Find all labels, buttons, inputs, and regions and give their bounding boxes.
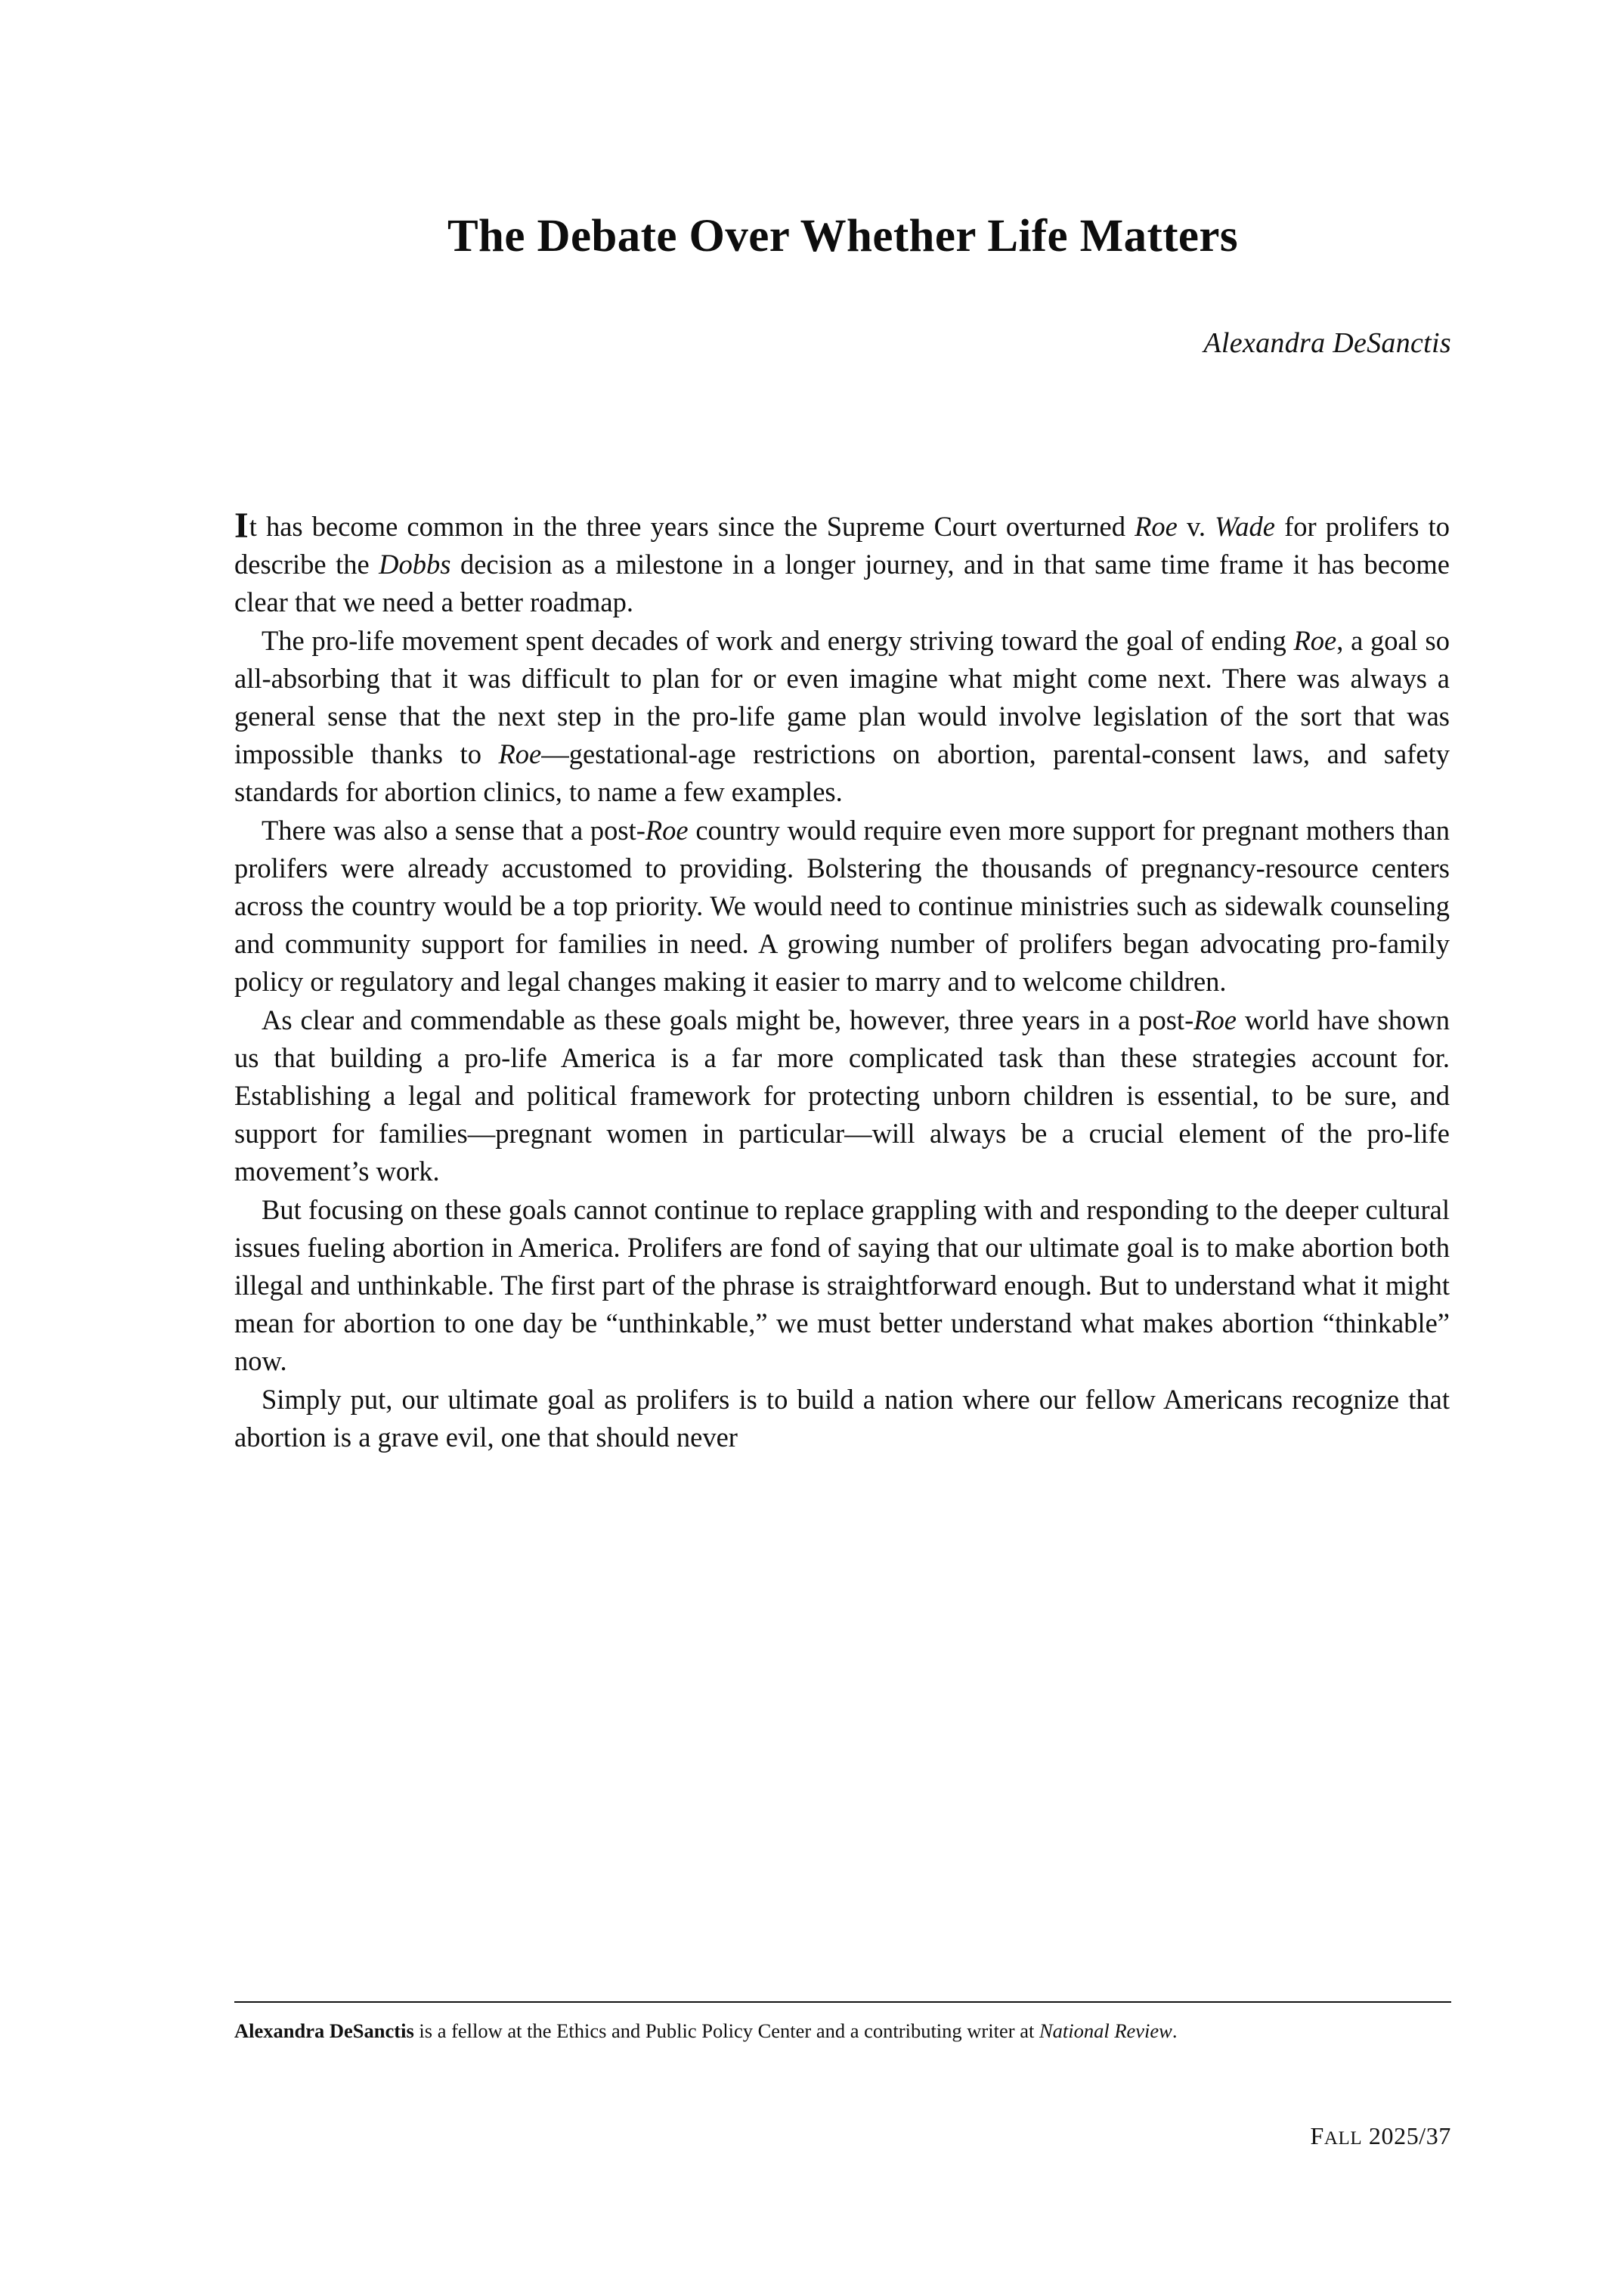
paragraph-1 (234, 508, 1450, 622)
drop-cap: I (234, 506, 249, 546)
italic-term: Wade (1215, 511, 1275, 542)
footer-issue: 2025/37 (1362, 2122, 1451, 2149)
paragraph-5 (234, 1191, 1450, 1381)
paragraph-2 (234, 622, 1450, 812)
italic-term: Roe (645, 814, 689, 846)
paragraph-2-text: The pro-life movement spent decades of work and energy striving toward the goal of ending Roe, a goal so all-absorbing that it was difficult to plan for or even imagine what might come next. There was always a general sense that the next step in the pro-life game plan would involve legislation of the sort that was impossible thanks to Roe—gestational-age restrictions on abortion, parental-consent laws, and safety standards for abortion clinics, to name a few examples. (234, 624, 1450, 808)
author-footnote (234, 2016, 1453, 2045)
italic-term: Dobbs (379, 549, 451, 580)
page-title: The Debate Over Whether Life Matters (447, 211, 1239, 261)
paragraph-6-text: Simply put, our ultimate goal as prolifers is to build a nation where our fellow Americans recognize that abortion is a grave evil, one that should never (234, 1383, 1450, 1453)
italic-term: Roe (1135, 511, 1178, 542)
paragraph-1-text: t has become common in the three years since the Supreme Court overturned Roe v. Wade for prolifers to describe the Dobbs decision as a milestone in a longer journey, and in that same time frame it has become clear that we need a better roadmap. (234, 511, 1450, 618)
paragraph-4 (234, 1001, 1450, 1191)
footnote-bio-before: is a fellow at the Ethics and Public Policy Center and a contributing writer at (413, 2019, 1039, 2042)
footnote-publication: National Review (1039, 2019, 1172, 2042)
footnote-bio-after: . (1172, 2019, 1178, 2042)
paragraph-4-text: As clear and commendable as these goals might be, however, three years in a post-Roe world have shown us that building a pro-life America is a far more complicated task than these strategies account for. Establishing a legal and political framework for protecting unborn children is essential, to be sure, and support for families—pregnant women in particular—will always be a crucial element of the pro-life movement’s work. (234, 1004, 1450, 1187)
page-footer (234, 2122, 1451, 2150)
article-body (234, 508, 1450, 1456)
paragraph-3-text: There was also a sense that a post-Roe country would require even more support for pregnant mothers than prolifers were already accustomed to providing. Bolstering the thousands of pregnancy-resource centers across the country would be a top priority. We would need to continue ministries such as sidewalk counseling and community support for families in need. A growing number of prolifers began advocating pro-family policy or regulatory and legal changes making it easier to marry and to welcome children. (234, 814, 1450, 998)
italic-term: Roe (1293, 624, 1337, 656)
footer-season-rest: ALL (1323, 2128, 1363, 2149)
italic-term: Roe (1193, 1004, 1237, 1035)
article-byline: Alexandra DeSanctis (1203, 327, 1451, 359)
italic-term: Roe (498, 738, 542, 770)
footnote-line (234, 2016, 1453, 2045)
footer-season-lead: F (1310, 2122, 1324, 2149)
paragraph-5-text: But focusing on these goals cannot continue to replace grappling with and responding to the deeper cultural issues fueling abortion in America. Prolifers are fond of saying that our ultimate goal is to make abortion both illegal and unthinkable. The first part of the phrase is straightforward enough. But to understand what it might mean for abortion to one day be “unthinkable,” we must better understand what makes abortion “thinkable” now. (234, 1193, 1450, 1377)
paragraph-6 (234, 1381, 1450, 1456)
paragraph-3 (234, 812, 1450, 1001)
footnote-divider (234, 2001, 1451, 2003)
footnote-author-name: Alexandra DeSanctis (234, 2019, 414, 2042)
